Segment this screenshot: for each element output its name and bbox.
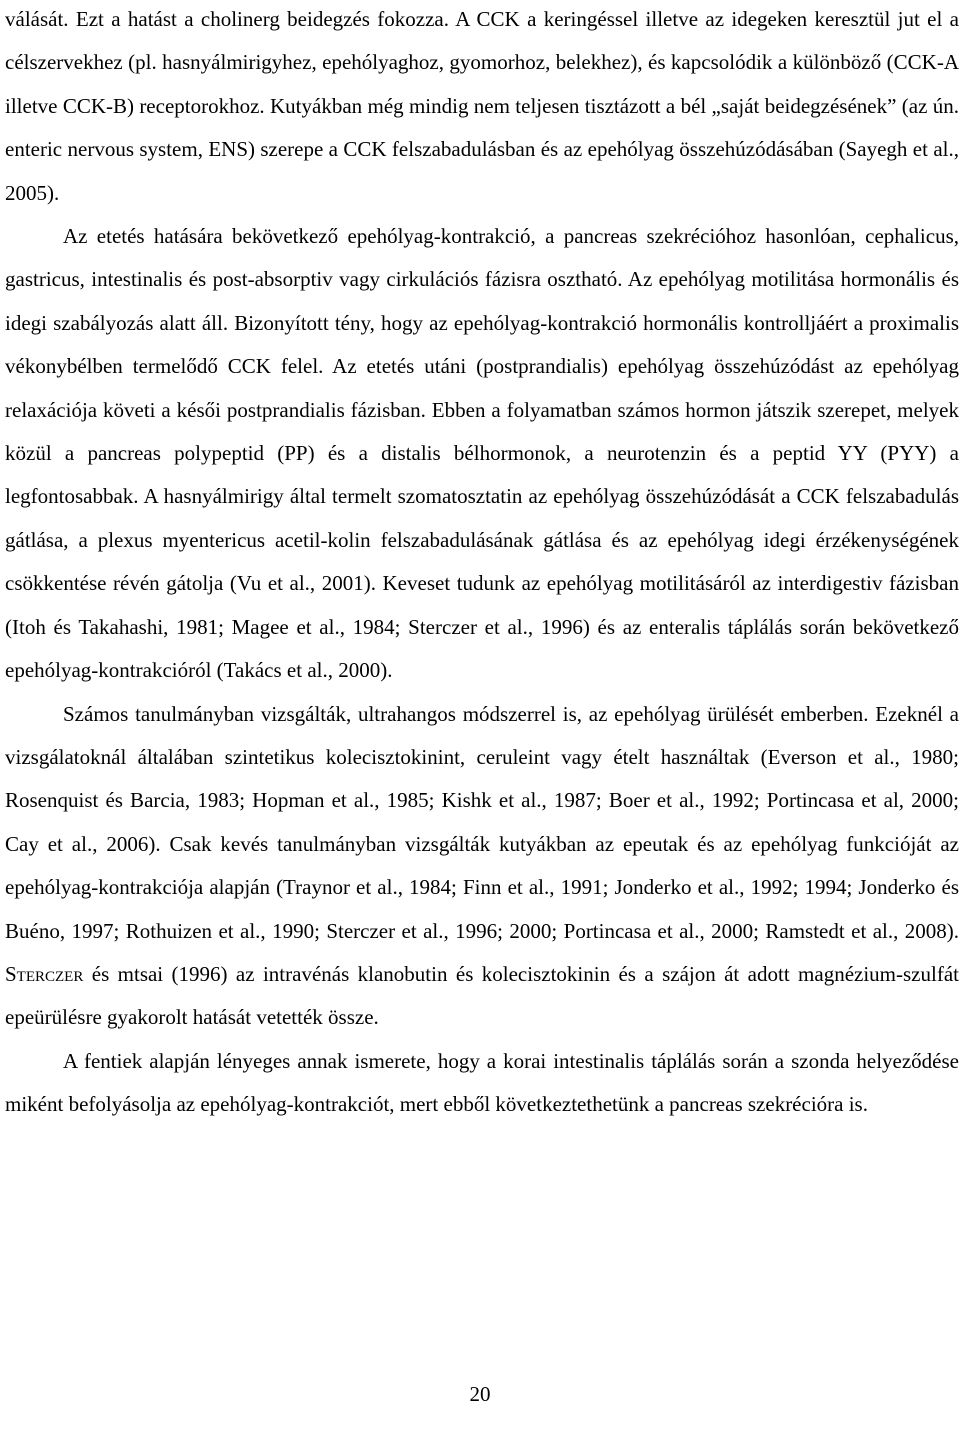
paragraph-3	[5, 693, 959, 1040]
paragraph-1: válását. Ezt a hatást a cholinerg beidegzés fokozza. A CCK a keringéssel illetve az idegeken keresztül jut el a célszervekhez (pl. hasnyálmirigyhez, epehólyaghoz, gyomorhoz, belekhez), és kapcsolódik a különböző (CCK-A illetve CCK-B) receptorokhoz. Kutyákban még mindig nem teljesen tisztázott a bél „saját beidegzésének” (az ún. enteric nervous system, ENS) szerepe a CCK felszabadulásban és az epehólyag összehúzódásában (Sayegh et al., 2005).	[5, 7, 959, 205]
paragraph-3-text-after: és mtsai (1996) az intravénás klanobutin és kolecisztokinin és a szájon át adott magnézium-szulfát epeürülésre gyakorolt hatását vetették össze.	[5, 961, 959, 1030]
page-number: 20	[469, 1382, 491, 1406]
document-page	[5, 0, 959, 1127]
paragraph-2: Az etetés hatására bekövetkező epehólyag-kontrakció, a pancreas szekrécióhoz hasonlóan, cephalicus, gastricus, intestinalis és post-absorptiv vagy cirkulációs fázisra osztható. Az epehólyag motilitása hormonális és idegi szabályozás alatt áll. Bizonyított tény, hogy az epehólyag-kontrakció hormonális kontrolljáért a proximalis vékonybélben termelődő CCK felel. Az etetés utáni (postprandialis) epehólyag összehúzódást az epehólyag relaxációja követi a késői postprandialis fázisban. Ebben a folyamatban számos hormon játszik szerepet, melyek közül a pancreas polypeptid (PP) és a distalis bélhormonok, a neurotenzin és a peptid YY (PYY) a legfontosabbak. A hasnyálmirigy által termelt szomatosztatin az epehólyag összehúzódását a CCK felszabadulás gátlása, a plexus myentericus acetil-kolin felszabadulásának gátlása és az epehólyag idegi érzékenységének csökkentése révén gátolja (Vu et al., 2001). Keveset tudunk az epehólyag motilitásáról az interdigestiv fázisban (Itoh és Takahashi, 1981; Magee et al., 1984; Sterczer et al., 1996) és az enteralis táplálás során bekövetkező epehólyag-kontrakcióról (Takács et al., 2000).	[5, 224, 959, 683]
author-name: Sterczer	[5, 961, 84, 986]
paragraph-3-text-before: Számos tanulmányban vizsgálták, ultrahangos módszerrel is, az epehólyag ürülését emberben. Ezeknél a vizsgálatoknál általában szintetikus kolecisztokinint, ceruleint vagy ételt használtak (Everson et al., 1980; Rosenquist és Barcia, 1983; Hopman et al., 1985; Kishk et al., 1987; Boer et al., 1992; Portincasa et al, 2000; Cay et al., 2006). Csak kevés tanulmányban vizsgálták kutyákban az epeutak és az epehólyag funkcióját az epehólyag-kontrakciója alapján (Traynor et al., 1984; Finn et al., 1991; Jonderko et al., 1992; 1994; Jonderko és Buéno, 1997; Rothuizen et al., 1990; Sterczer et al., 1996; 2000; Portincasa et al., 2000; Ramstedt et al., 2008).	[5, 701, 959, 943]
paragraph-4: A fentiek alapján lényeges annak ismerete, hogy a korai intestinalis táplálás során a szonda helyeződése miként befolyásolja az epehólyag-kontrakciót, mert ebből következtethetünk a pancreas szekrécióra is.	[5, 1048, 959, 1117]
